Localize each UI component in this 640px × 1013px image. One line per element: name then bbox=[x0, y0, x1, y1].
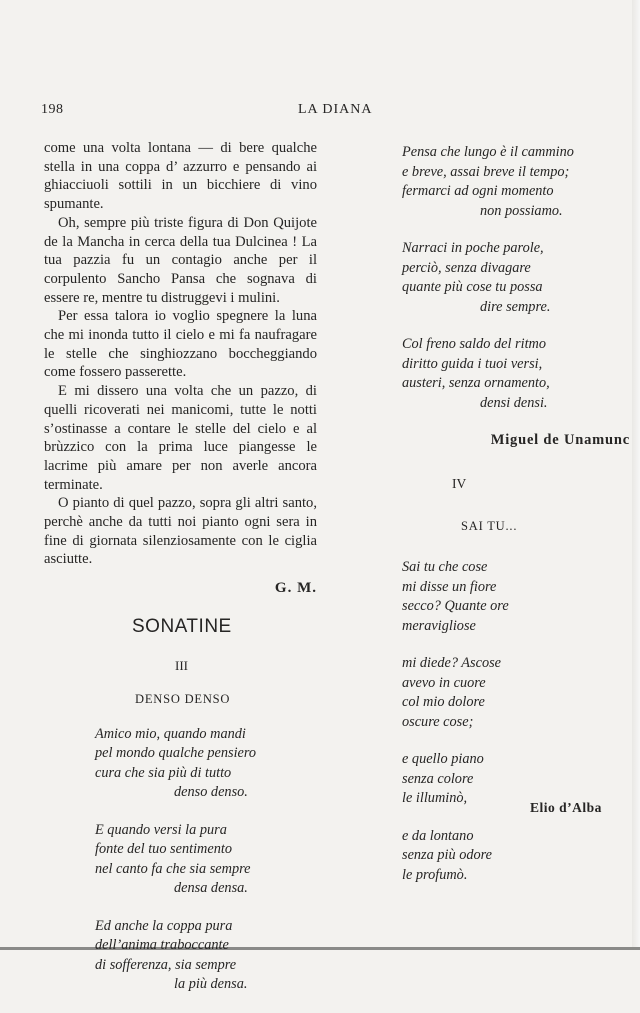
right-column bbox=[402, 143, 630, 903]
verse-line: senza più odore bbox=[402, 847, 493, 863]
page-number: 198 bbox=[41, 102, 64, 117]
section-number: III bbox=[175, 657, 188, 673]
stanza bbox=[402, 239, 590, 317]
stanza bbox=[402, 654, 590, 732]
stanza bbox=[402, 143, 590, 221]
stanza bbox=[402, 827, 590, 886]
verse-line: meravigliose bbox=[402, 617, 476, 634]
verse-line: densa densa. bbox=[174, 880, 248, 897]
paragraph: come una volta lontana — di bere qualche stella in una coppa d’ azzurro e pensando ai ghiacciuoli sottili in un bicchiere di vino spumante. bbox=[44, 140, 317, 213]
verse-line: denso denso. bbox=[174, 784, 248, 801]
verse-line: quante più cose tu possa bbox=[402, 279, 543, 295]
poem bbox=[402, 558, 590, 885]
verse-line: E quando versi la pura bbox=[95, 821, 227, 838]
section-title: SONATINE bbox=[132, 615, 232, 637]
verse-line: avevo in cuore bbox=[402, 674, 486, 691]
verse-line: dell’anima traboccante bbox=[95, 937, 229, 954]
stanza bbox=[402, 558, 590, 636]
verse-line: non possiamo. bbox=[480, 202, 563, 219]
verse-line: pel mondo qualche pensiero bbox=[95, 745, 257, 762]
paragraph: Oh, sempre più triste figura di Don Quijote de la Mancha in cerca della tua Dulcinea ! La tua pazzia fu un contagio anche per il corpulento Sancho Pansa che sognava di essere re, mentre tu distruggevi i mulini. bbox=[44, 214, 317, 306]
verse-line: senza colore bbox=[402, 770, 474, 787]
verse-line: fonte del tuo sentimento bbox=[95, 841, 232, 858]
page-edge-shadow bbox=[632, 0, 640, 950]
verse-line: nel canto fa che sia sempre bbox=[95, 860, 251, 877]
prose-text bbox=[44, 139, 317, 569]
verse-line: e quello piano bbox=[402, 751, 484, 767]
verse-line: le illuminò, bbox=[402, 790, 468, 806]
verse-line: Pensa che lungo è il cammino bbox=[402, 144, 574, 160]
verse-line: secco? Quante ore bbox=[402, 598, 509, 614]
verse-line: densi densi. bbox=[480, 394, 548, 411]
verse-line: diritto guida i tuoi versi, bbox=[402, 355, 543, 372]
stanza bbox=[95, 821, 317, 899]
verse-line: perciò, senza divagare bbox=[402, 259, 531, 276]
verse-line: Narraci in poche parole, bbox=[402, 240, 544, 256]
verse-line: dire sempre. bbox=[480, 298, 551, 315]
poem-continued bbox=[402, 143, 590, 413]
stanza bbox=[95, 725, 317, 803]
verse-line: Sai tu che cose bbox=[402, 559, 488, 575]
stanza bbox=[402, 335, 590, 413]
paragraph: E mi dissero una volta che un pazzo, di quelli ricoverati nei manicomi, tutte le notti s’ostinasse a contare le stelle del cielo e al brùzzico con la prima luce piangesse le lacrime più amare per non averle ancora terminate. bbox=[44, 383, 317, 493]
verse-line: di sofferenza, sia sempre bbox=[95, 956, 237, 973]
author-signature: G. M. bbox=[274, 580, 317, 597]
paragraph: Per essa talora io voglio spegnere la luna che mi inonda tutto il cielo e mi fa naufragare le stelle che singhiozzano boccheggiando come fossero passerette. bbox=[44, 308, 317, 381]
author-signature: Miguel de Unamunc bbox=[490, 432, 630, 448]
paragraph: O pianto di quel pazzo, sopra gli altri santo, perchè anche da tutti noi pianto ogni sera in fine di giornata silenziosamente con le ciglia asciutte. bbox=[44, 495, 317, 568]
verse-line: oscure cose; bbox=[402, 713, 474, 730]
verse-line: austeri, senza ornamento, bbox=[402, 375, 550, 391]
verse-line: Amico mio, quando mandi bbox=[95, 725, 246, 742]
left-column bbox=[44, 139, 317, 1013]
verse-line: Col freno saldo del ritmo bbox=[402, 336, 547, 352]
verse-line: e breve, assai breve il tempo; bbox=[402, 163, 570, 180]
poem bbox=[95, 725, 317, 995]
stanza bbox=[95, 917, 317, 995]
journal-title: LA DIANA bbox=[298, 102, 373, 117]
verse-line: e da lontano bbox=[402, 827, 474, 844]
verse-line: fermarci ad ogni momento bbox=[402, 183, 554, 199]
section-number: IV bbox=[452, 476, 467, 491]
poem-title: DENSO DENSO bbox=[135, 692, 231, 707]
verse-line: mi diede? Ascose bbox=[402, 655, 501, 671]
verse-line: col mio dolore bbox=[402, 694, 485, 710]
verse-line: le profumò. bbox=[402, 866, 468, 883]
final-signature: Elio d’Alba bbox=[530, 800, 602, 815]
verse-line: Ed anche la coppa pura bbox=[95, 917, 233, 934]
verse-line: la più densa. bbox=[174, 976, 248, 993]
poem-title: SAI TU... bbox=[461, 519, 518, 533]
verse-line: mi disse un fiore bbox=[402, 578, 497, 595]
verse-line: cura che sia più di tutto bbox=[95, 764, 232, 781]
